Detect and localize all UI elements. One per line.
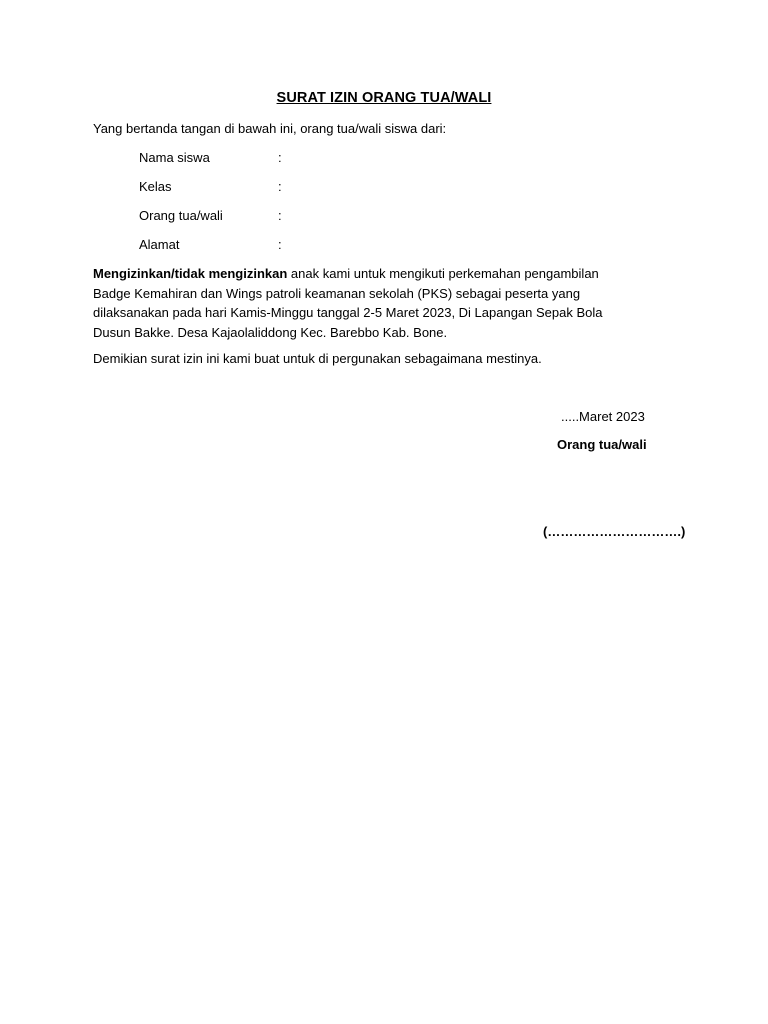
body-line-1-rest: anak kami untuk mengikuti perkemahan pengambilan	[287, 266, 599, 281]
field-label: Orang tua/wali	[139, 208, 223, 223]
field-colon: :	[278, 179, 282, 194]
permission-paragraph	[93, 264, 673, 342]
body-line-2: Badge Kemahiran dan Wings patroli keamanan sekolah (PKS) sebagai peserta yang	[93, 285, 581, 301]
field-label: Alamat	[139, 237, 180, 252]
signature-line: (………………………….)	[543, 524, 686, 539]
intro-text: Yang bertanda tangan di bawah ini, orang tua/wali siswa dari:	[93, 121, 447, 136]
signer-role: Orang tua/wali	[557, 437, 647, 452]
closing-text: Demikian surat izin ini kami buat untuk di pergunakan sebagaimana mestinya.	[93, 351, 542, 366]
body-line-1	[93, 264, 673, 284]
field-label: Nama siswa	[139, 150, 210, 165]
permission-choice: Mengizinkan/tidak mengizinkan	[93, 266, 288, 281]
field-colon: :	[278, 150, 282, 165]
letter-date: .....Maret 2023	[561, 409, 645, 424]
field-label: Kelas	[139, 179, 172, 194]
field-colon: :	[278, 237, 282, 252]
body-line-3: dilaksanakan pada hari Kamis-Minggu tanggal 2-5 Maret 2023, Di Lapangan Sepak Bola	[93, 305, 603, 320]
body-line-4: Dusun Bakke. Desa Kajaolaliddong Kec. Barebbo Kab. Bone.	[93, 324, 448, 340]
field-colon: :	[278, 208, 282, 223]
letter-title: SURAT IZIN ORANG TUA/WALI	[276, 90, 492, 106]
